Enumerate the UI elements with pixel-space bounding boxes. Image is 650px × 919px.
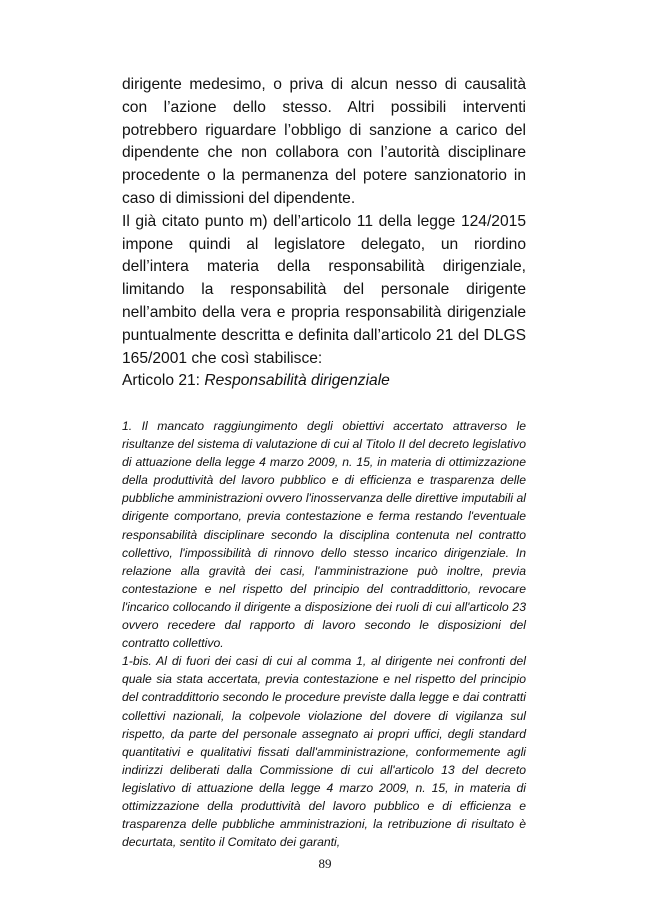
article-label: Articolo 21: xyxy=(122,372,205,390)
article-heading xyxy=(122,370,526,393)
page-number: 89 xyxy=(318,856,332,871)
article-title: Responsabilità dirigenziale xyxy=(204,372,390,390)
body-paragraph: Il già citato punto m) dell’articolo 11 della legge 124/2015 impone quindi al legislatore delegato, un riordino dell’intera materia della responsabilità dirigenziale, limitando la responsabilità del personale dirigente nell’ambito della vera e propria responsabilità dirigenziale puntualmente descritta e definita dall’articolo 21 del DLGS 165/2001 che così stabilisce: xyxy=(122,212,526,367)
body-text xyxy=(122,74,526,393)
quoted-article-text xyxy=(122,417,526,851)
body-paragraph: dirigente medesimo, o priva di alcun nesso di causalità con l’azione dello stesso. Altri possibili interventi potrebbero riguardare l’obbligo di sanzione a carico del dipendente che non collabora con l’autorità disciplinare procedente o la permanenza del potere sanzionatorio in caso di dimissioni del dipendente. xyxy=(122,76,526,207)
quote-paragraph: 1-bis. Al di fuori dei casi di cui al comma 1, al dirigente nei confronti del quale sia stata accertata, previa contestazione e nel rispetto del principio del contraddittorio secondo le procedure previste dalla legge e dai contratti collettivi nazionali, la colpevole violazione del dovere di vigilanza sul rispetto, da parte del personale assegnato ai propri uffici, degli standard quantitativi e qualitativi fissati dall'amministrazione, conformemente agli indirizzi deliberati dalla Commissione di cui all'articolo 13 del decreto legislativo di attuazione della legge 4 marzo 2009, n. 15, in materia di ottimizzazione della produttività del lavoro pubblico e di efficienza e trasparenza delle pubbliche amministrazioni, la retribuzione di risultato è decurtata, sentito il Comitato dei garanti, xyxy=(122,654,526,850)
quote-paragraph: 1. Il mancato raggiungimento degli obiettivi accertato attraverso le risultanze del sistema di valutazione di cui al Titolo II del decreto legislativo di attuazione della legge 4 marzo 2009, n. 15, in materia di ottimizzazione della produttività del lavoro pubblico e di efficienza e trasparenza delle pubbliche amministrazioni ovvero l'inosservanza delle direttive imputabili al dirigente comportano, previa contestazione e ferma restando l'eventuale responsabilità disciplinare secondo la disciplina contenuta nel contratto collettivo, l'impossibilità di rinnovo dello stesso incarico dirigenziale. In relazione alla gravità dei casi, l'amministrazione può inoltre, previa contestazione e nel rispetto del principio del contraddittorio, revocare l'incarico collocando il dirigente a disposizione dei ruoli di cui all'articolo 23 ovvero recedere dal rapporto di lavoro secondo le disposizioni del contratto collettivo. xyxy=(122,419,526,651)
